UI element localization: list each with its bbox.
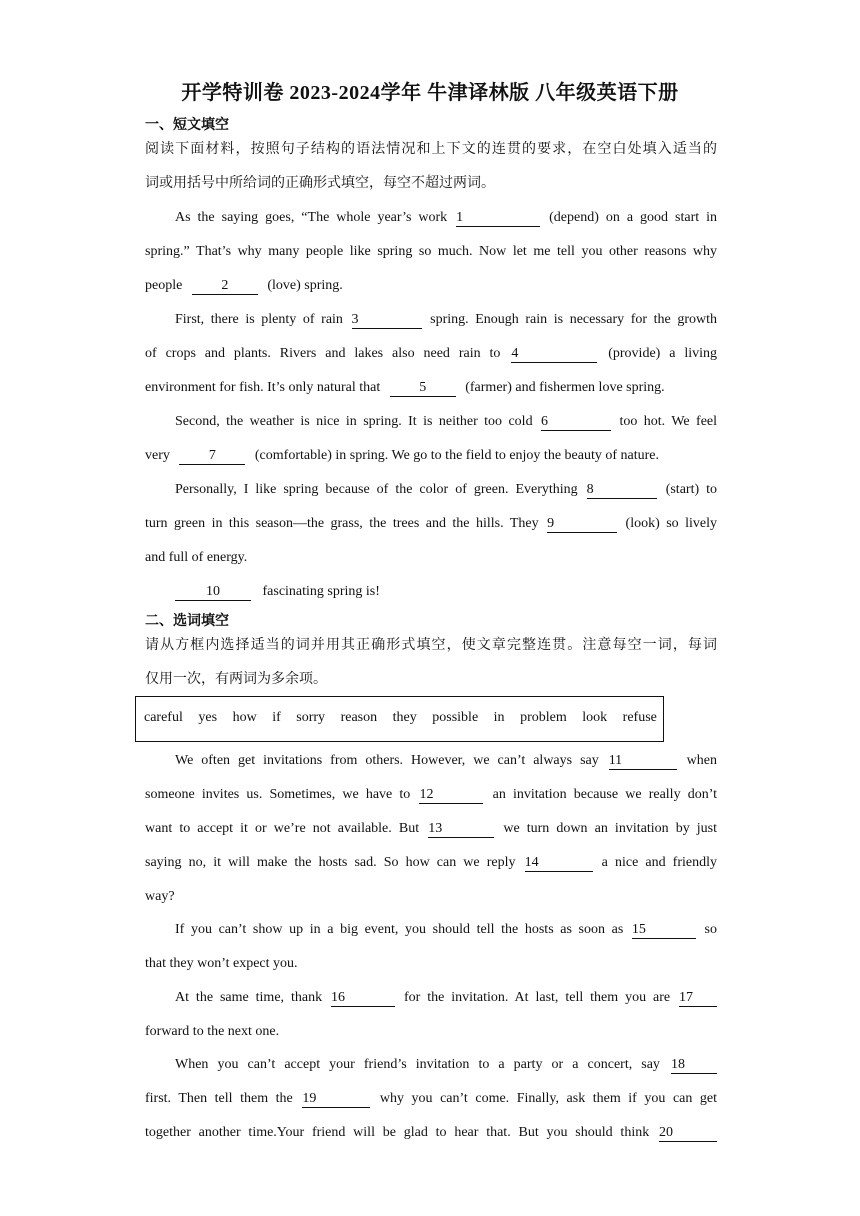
passage-text: When you can’t accept your friend’s invitation to a party or a concert, say — [175, 1057, 660, 1072]
passage-text: saying no, it will make the hosts sad. So how can we reply — [145, 855, 516, 870]
answer-blank-18[interactable]: 18 — [671, 1057, 717, 1074]
passage-text: Second, the weather is nice in spring. It is neither too cold — [175, 414, 533, 429]
passage-line — [175, 1055, 717, 1075]
answer-blank-11[interactable]: 11 — [609, 753, 677, 770]
section2-instruction-line: 仅用一次，有两词为多余项。 — [145, 672, 327, 687]
passage-text: spring.” That’s why many people like spring so much. Now let me tell you other reasons why — [145, 244, 717, 259]
passage-line — [175, 920, 717, 940]
passage-text: As the saying goes, “The whole year’s work — [175, 210, 448, 225]
passage-text: (farmer) and fishermen love spring. — [465, 380, 665, 395]
passage-line — [145, 819, 717, 839]
passage-text: (love) spring. — [267, 278, 343, 293]
word-bank-item: problem — [520, 710, 567, 725]
section2-heading: 二、选词填空 — [145, 614, 229, 629]
section1-heading: 一、短文填空 — [145, 118, 229, 133]
answer-blank-6[interactable]: 6 — [541, 414, 611, 431]
passage-text: If you can’t show up in a big event, you should tell the hosts as soon as — [175, 922, 624, 937]
passage-line — [145, 514, 717, 534]
word-bank-item: in — [493, 710, 505, 725]
passage-line — [145, 785, 717, 805]
word-bank-item: if — [272, 710, 281, 725]
answer-blank-14[interactable]: 14 — [525, 855, 593, 872]
answer-blank-5[interactable]: 5 — [390, 380, 456, 397]
answer-blank-17[interactable]: 17 — [679, 990, 717, 1007]
answer-blank-13[interactable]: 13 — [428, 821, 494, 838]
answer-blank-4[interactable]: 4 — [511, 346, 597, 363]
passage-line — [145, 887, 717, 907]
passage-text: and full of energy. — [145, 550, 248, 565]
passage-text: (start) to — [665, 482, 718, 497]
word-bank-item: they — [392, 710, 417, 725]
word-bank-item: look — [582, 710, 608, 725]
word-bank-item: possible — [432, 710, 479, 725]
passage-line — [145, 276, 717, 296]
passage-line — [145, 1123, 717, 1143]
answer-blank-7[interactable]: 7 — [179, 448, 245, 465]
passage-text: Personally, I like spring because of the color of green. Everything — [175, 482, 578, 497]
passage-text: a nice and friendly — [601, 855, 718, 870]
passage-line — [145, 954, 717, 974]
section2-instruction-line: 请从方框内选择适当的词并用其正确形式填空，使文章完整连贯。注意每空一词，每词 — [145, 638, 717, 653]
passage-text: why you can’t come. Finally, ask them if you can get — [379, 1091, 718, 1106]
passage-text: First, there is plenty of rain — [175, 312, 343, 327]
page-title: 开学特训卷 2023-2024学年 牛津译林版 八年级英语下册 — [181, 82, 679, 104]
passage-line — [145, 344, 717, 364]
word-bank-item: reason — [340, 710, 378, 725]
word-bank-item: sorry — [296, 710, 326, 725]
answer-blank-8[interactable]: 8 — [587, 482, 657, 499]
passage-line — [175, 208, 717, 228]
passage-line — [175, 988, 717, 1008]
passage-text: that they won’t expect you. — [145, 956, 298, 971]
passage-text: an invitation because we really don’t — [492, 787, 718, 802]
word-bank-item: how — [232, 710, 257, 725]
answer-blank-3[interactable]: 3 — [352, 312, 422, 329]
passage-text: so — [704, 922, 717, 937]
answer-blank-19[interactable]: 19 — [302, 1091, 370, 1108]
passage-text: someone invites us. Sometimes, we have to — [145, 787, 411, 802]
passage-text: (look) so lively — [625, 516, 718, 531]
passage-line — [175, 310, 717, 330]
passage-line — [145, 242, 717, 262]
passage-text: (comfortable) in spring. We go to the field to enjoy the beauty of nature. — [254, 448, 659, 463]
passage-text: way? — [145, 889, 175, 904]
answer-blank-15[interactable]: 15 — [632, 922, 696, 939]
word-bank-box — [135, 696, 664, 742]
passage-text: too hot. We feel — [619, 414, 718, 429]
passage-line — [145, 378, 717, 398]
word-bank-item: yes — [198, 710, 218, 725]
passage-line — [145, 853, 717, 873]
word-bank-item: careful — [144, 710, 183, 725]
passage-text: At the same time, thank — [175, 990, 323, 1005]
answer-blank-2[interactable]: 2 — [192, 278, 258, 295]
passage-line — [175, 412, 717, 432]
answer-blank-9[interactable]: 9 — [547, 516, 617, 533]
section1-instruction-line: 词或用括号中所给词的正确形式填空，每空不超过两词。 — [145, 176, 495, 191]
answer-blank-10[interactable]: 10 — [175, 584, 251, 601]
passage-line — [175, 751, 717, 771]
passage-text: people — [145, 278, 183, 293]
passage-line — [145, 1089, 717, 1109]
passage-line — [145, 1022, 717, 1042]
passage-text: together another time.Your friend will be glad to hear that. But you should think — [145, 1125, 650, 1140]
passage-text: want to accept it or we’re not available. But — [145, 821, 420, 836]
answer-blank-20[interactable]: 20 — [659, 1125, 717, 1142]
passage-line — [175, 582, 717, 602]
passage-text: of crops and plants. Rivers and lakes also need rain to — [145, 346, 501, 361]
passage-text: (depend) on a good start in — [549, 210, 717, 225]
passage-text: for the invitation. At last, tell them you are — [403, 990, 671, 1005]
passage-text: turn green in this season—the grass, the trees and the hills. They — [145, 516, 539, 531]
answer-blank-12[interactable]: 12 — [419, 787, 483, 804]
word-bank-item: refuse — [622, 710, 657, 725]
passage-text: when — [686, 753, 717, 768]
passage-line — [175, 480, 717, 500]
passage-text: spring. Enough rain is necessary for the growth — [430, 312, 718, 327]
passage-text: environment for fish. It’s only natural that — [145, 380, 381, 395]
passage-line — [145, 548, 717, 568]
passage-text: we turn down an invitation by just — [503, 821, 718, 836]
passage-text: forward to the next one. — [145, 1024, 280, 1039]
answer-blank-16[interactable]: 16 — [331, 990, 395, 1007]
passage-text: We often get invitations from others. However, we can’t always say — [175, 753, 599, 768]
passage-text: first. Then tell them the — [145, 1091, 293, 1106]
answer-blank-1[interactable]: 1 — [456, 210, 540, 227]
passage-line — [145, 446, 717, 466]
passage-text: (provide) a living — [608, 346, 718, 361]
section1-instruction-line: 阅读下面材料，按照句子结构的语法情况和上下文的连贯的要求，在空白处填入适当的 — [145, 142, 717, 157]
word-bank — [144, 710, 657, 726]
passage-text: very — [145, 448, 170, 463]
passage-text: fascinating spring is! — [262, 584, 380, 599]
